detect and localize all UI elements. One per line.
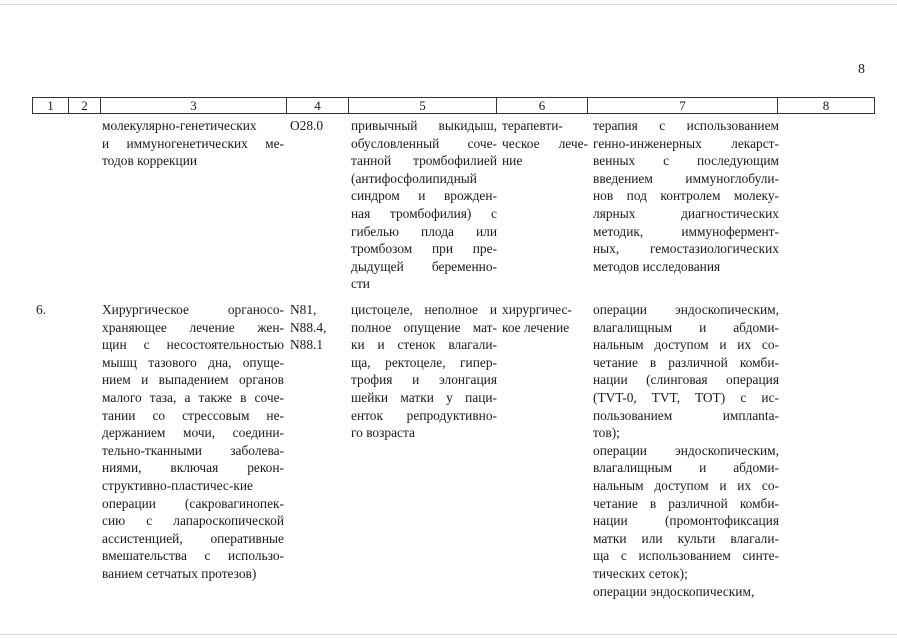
header-col-6: 6: [497, 98, 588, 113]
text-line: N81,: [290, 302, 317, 317]
text-line: нации (слинговая операция: [593, 372, 779, 388]
text-line: операции эндоскопическим,: [593, 583, 755, 599]
text-line: структивно-пластичес-кие: [102, 477, 253, 493]
text-line: ных, гемостазиологических: [593, 241, 779, 257]
text-line: N88.4,: [290, 319, 327, 335]
text-line: 6.: [36, 302, 47, 317]
text-line: хирургичес-: [502, 302, 572, 317]
text-line: тании со стрессовым не-: [102, 407, 284, 423]
row6-treatment-cell: [593, 301, 779, 600]
row6-type-cell: [502, 301, 588, 336]
text-line: сию с лапароскопической: [102, 513, 284, 529]
header-col-2: 2: [69, 98, 101, 113]
text-line: танной тромбофилией: [351, 153, 497, 169]
text-line: матки или культи влагали-: [593, 530, 779, 546]
text-line: терапевти-: [502, 118, 563, 133]
text-line: ща с использованием синте-: [593, 548, 779, 564]
text-line: обусловленный соче-: [351, 135, 497, 151]
text-line: нов под контролем молеку-: [593, 188, 779, 204]
text-line: (антифосфолипидный: [351, 170, 477, 186]
text-line: нием и выпадением органов: [102, 372, 284, 388]
header-col-7: 7: [588, 98, 778, 113]
text-line: нации (промонтофиксация: [593, 513, 779, 529]
text-line: генно-инженерных лекарст-: [593, 135, 779, 151]
text-line: венных с последующим: [593, 153, 779, 169]
text-line: храняющее лечение жен-: [102, 319, 284, 335]
row-number: [36, 301, 66, 319]
text-line: введением иммуноглобули-: [593, 170, 779, 186]
cont-type-cell: [502, 117, 588, 170]
text-line: сти: [351, 276, 370, 292]
header-col-8: 8: [822, 98, 830, 113]
text-line: ниями, включая рекон-: [102, 460, 284, 476]
text-line: ческое лече-: [502, 135, 588, 151]
text-line: операции эндоскопическим,: [593, 442, 779, 458]
text-line: щин с несостоятельностью: [102, 337, 284, 353]
cont-method-cell: [102, 117, 284, 170]
text-line: и иммуногенетических ме-: [102, 135, 284, 151]
text-line: вмешательства с использо-: [102, 548, 284, 564]
text-line: лярных диагностических: [593, 205, 779, 221]
text-line: малого таза, а также в соче-: [102, 389, 284, 405]
text-line: ванием сетчатых протезов): [102, 565, 257, 581]
text-line: влагалищным и абдоми-: [593, 460, 779, 476]
text-line: держанием мочи, соедини-: [102, 425, 284, 441]
text-line: цистоцеле, неполное и: [351, 302, 497, 317]
table-header-row: [32, 97, 875, 114]
page-number: 8: [858, 62, 865, 77]
text-line: четание в различной комби-: [593, 354, 779, 370]
header-col-5: 5: [349, 98, 497, 113]
text-line: синдром и врожден-: [351, 188, 497, 204]
text-line: ща, ректоцеле, гипер-: [351, 354, 497, 370]
text-line: тромбозом при пре-: [351, 241, 497, 257]
header-col-4: 4: [287, 98, 349, 113]
text-line: шейки матки у паци-: [351, 389, 497, 405]
text-line: ная тромбофилия) с: [351, 205, 497, 221]
header-col-1: 1: [33, 98, 69, 113]
text-line: полное опущение мат-: [351, 319, 497, 335]
row6-method-cell: [102, 301, 284, 583]
text-line: тельно-тканными заболева-: [102, 442, 284, 458]
text-line: N88.1: [290, 337, 324, 353]
text-line: влагалищным и абдоми-: [593, 319, 779, 335]
text-line: тодов коррекции: [102, 153, 198, 169]
text-line: нальным доступом и их со-: [593, 337, 779, 353]
text-line: четание в различной комби-: [593, 495, 779, 511]
text-line: тов);: [593, 425, 620, 441]
header-col-3: 3: [101, 98, 287, 113]
cont-treatment-cell: [593, 117, 779, 275]
text-line: операции (сакровагинопек-: [102, 495, 284, 511]
text-line: (TVT-0, TVT, TOT) с ис-: [593, 389, 779, 405]
cont-model-cell: [351, 117, 497, 293]
text-line: методик, иммунофермент-: [593, 223, 779, 239]
text-line: гибелью плода или: [351, 223, 497, 239]
text-line: операции эндоскопическим,: [593, 302, 779, 317]
text-line: молекулярно-генетических: [102, 118, 257, 133]
text-line: O28.0: [290, 118, 324, 133]
text-line: дыдущей беременно-: [351, 258, 497, 274]
text-line: ассистенцией, оперативные: [102, 530, 284, 546]
text-line: енток репродуктивно-: [351, 407, 497, 423]
text-line: ки и стенок влагали-: [351, 337, 497, 353]
text-line: ние: [502, 153, 523, 169]
row6-model-cell: [351, 301, 497, 442]
text-line: пользованием имплanta-: [593, 407, 779, 423]
text-line: тических сеток);: [593, 565, 688, 581]
text-line: методов исследования: [593, 258, 721, 274]
row6-code-cell: [290, 301, 350, 354]
text-line: привычный выкидыш,: [351, 118, 497, 133]
text-line: терапия с использованием: [593, 118, 779, 133]
cont-code-cell: [290, 117, 350, 135]
text-line: мышц тазового дна, опуще-: [102, 354, 284, 370]
text-line: Хирургическое органосо-: [102, 302, 284, 317]
text-line: кое лечение: [502, 319, 570, 335]
text-line: го возраста: [351, 425, 415, 441]
text-line: нальным доступом и их со-: [593, 477, 779, 493]
text-line: трофия и элонгация: [351, 372, 497, 388]
